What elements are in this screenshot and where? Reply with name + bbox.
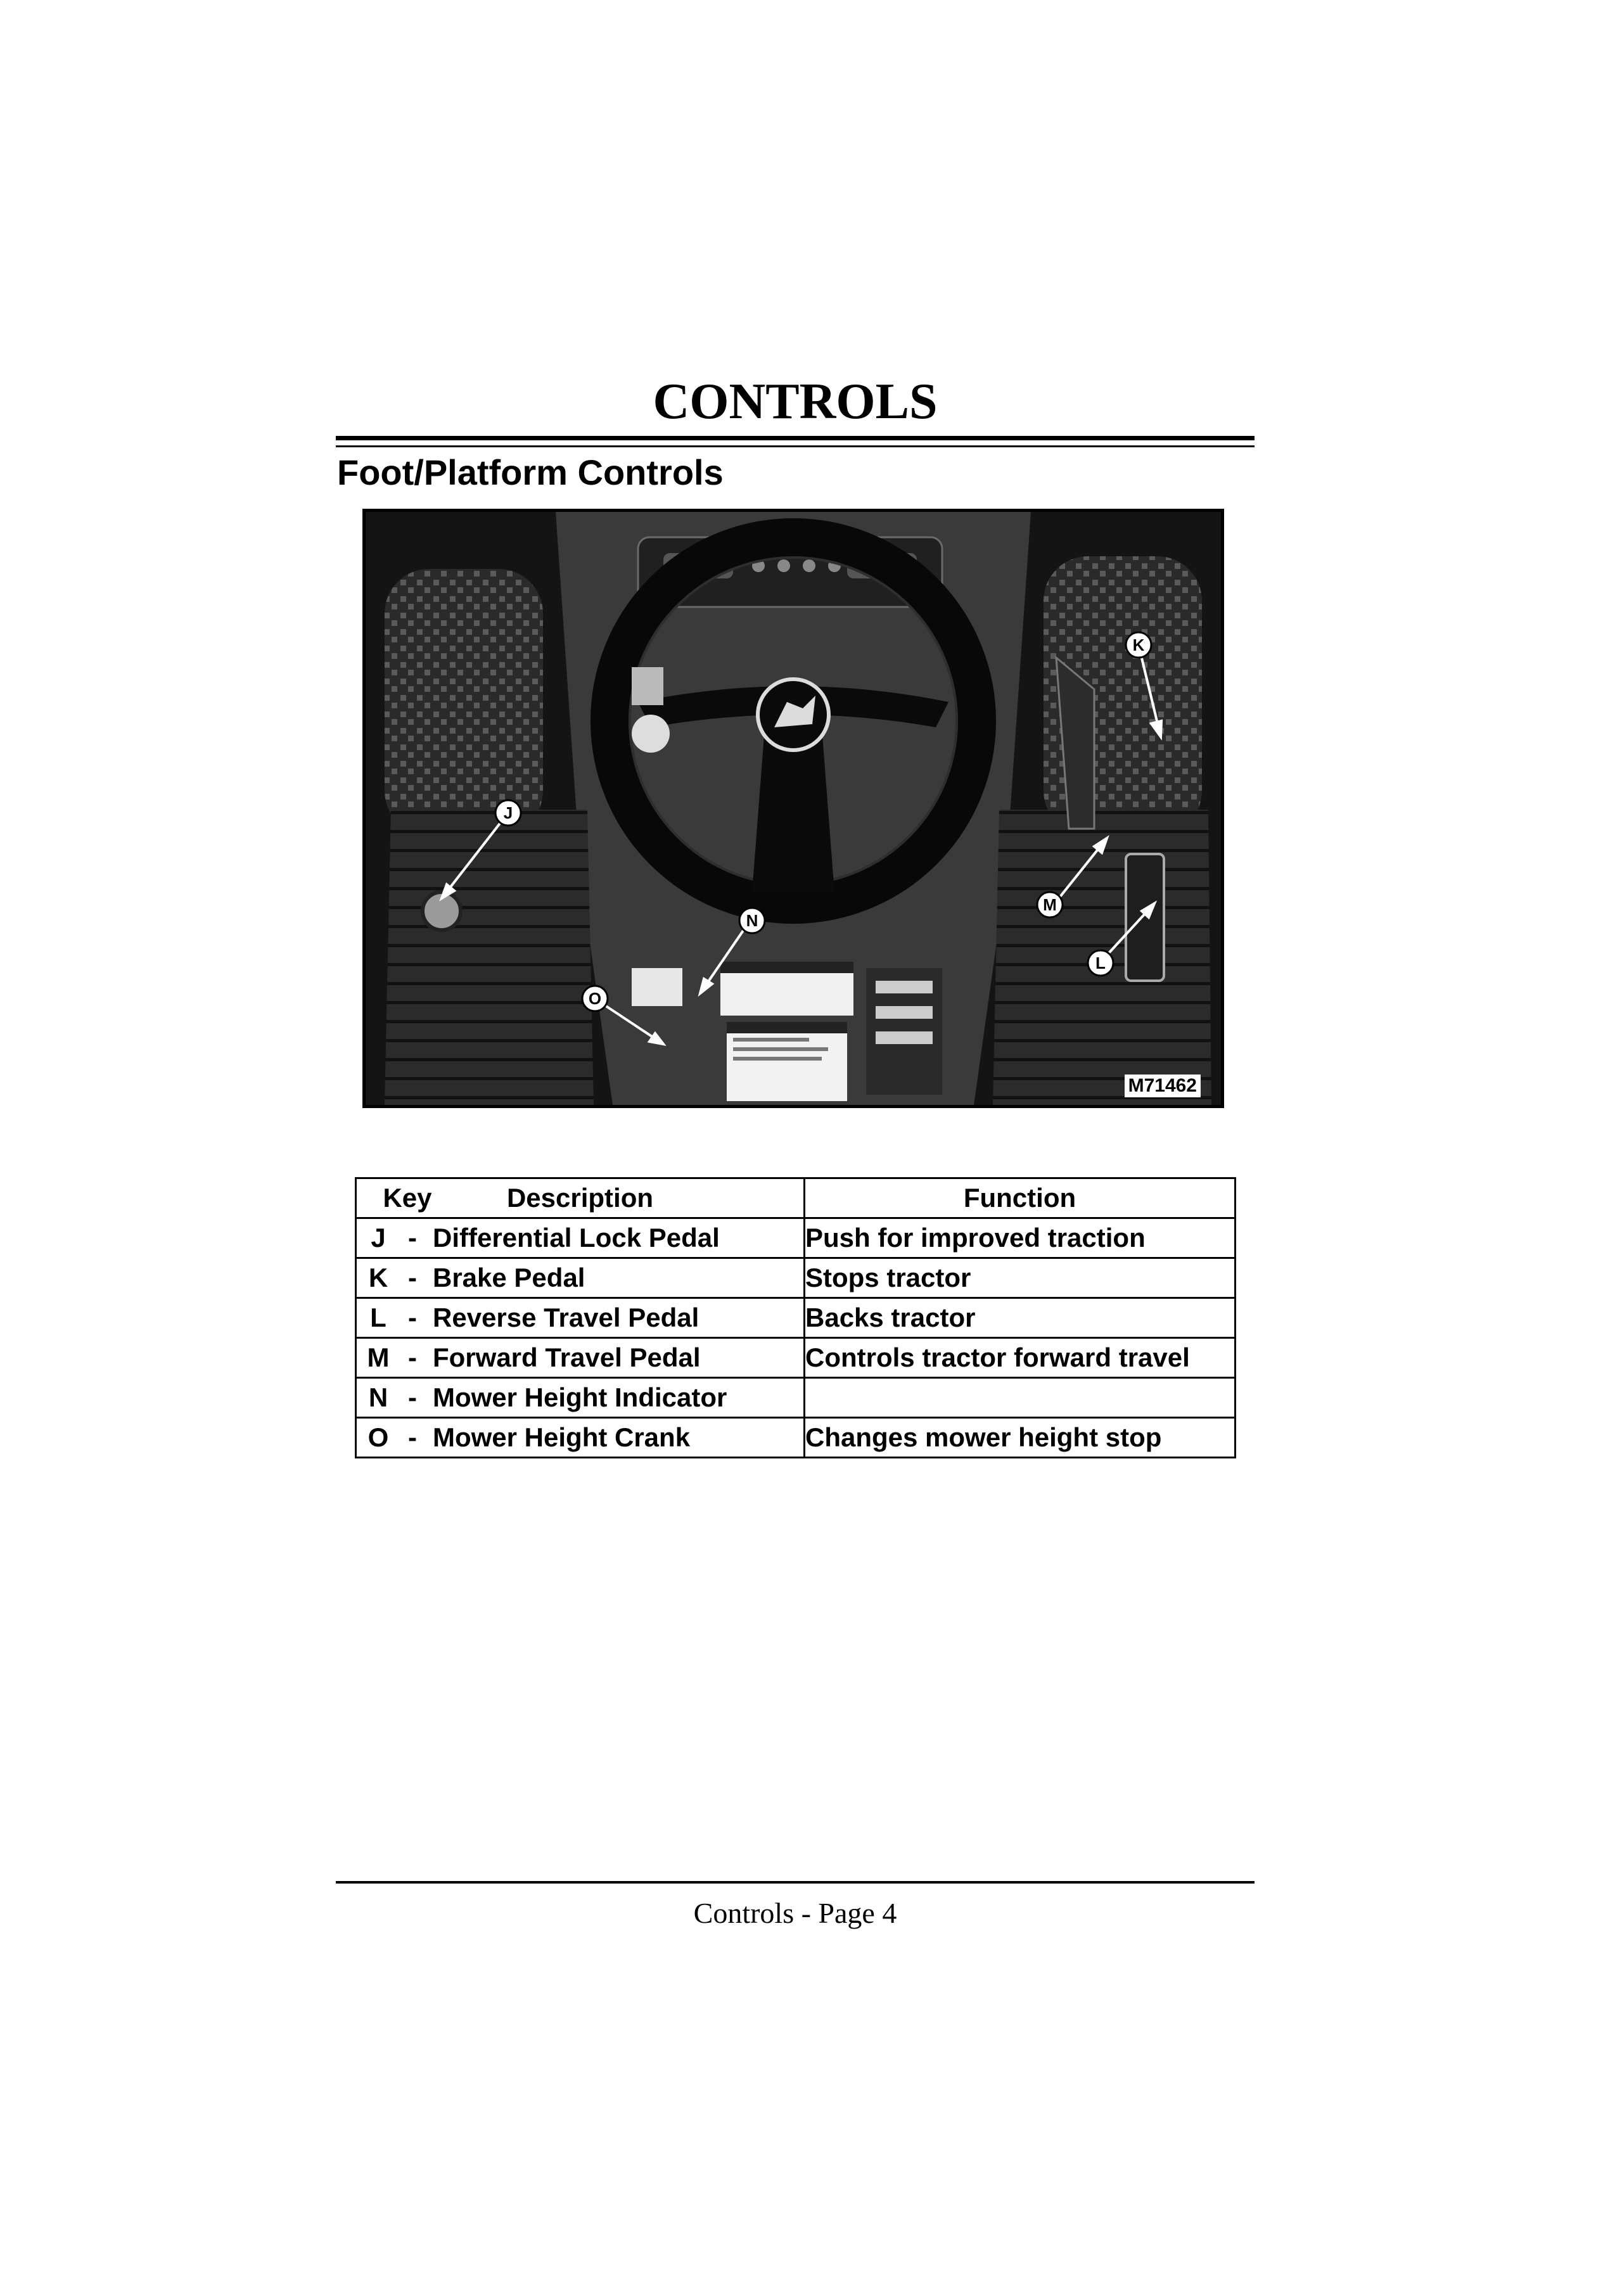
svg-text:O: O — [588, 989, 602, 1008]
controls-key-table — [355, 1177, 1236, 1458]
title-rule-thin — [336, 445, 1255, 447]
callout-j — [495, 800, 521, 826]
tractor-controls-photo — [362, 509, 1224, 1108]
callout-n — [739, 908, 765, 933]
row-description: Mower Height Indicator — [433, 1382, 727, 1412]
callout-k — [1126, 632, 1151, 658]
row-function: Controls tractor forward travel — [805, 1338, 1236, 1378]
reverse-pedal — [1126, 854, 1164, 981]
left-platform — [385, 810, 594, 1105]
row-description-cell — [356, 1418, 805, 1458]
row-description: Mower Height Crank — [433, 1422, 691, 1452]
tractor-illustration — [366, 512, 1221, 1105]
row-key: N — [368, 1382, 388, 1412]
row-key: K — [368, 1263, 388, 1292]
section-title: Foot/Platform Controls — [337, 452, 724, 492]
row-dash: - — [408, 1223, 417, 1253]
row-description: Forward Travel Pedal — [433, 1343, 701, 1372]
row-description-cell — [356, 1258, 805, 1298]
svg-text:L: L — [1095, 953, 1106, 973]
row-dash: - — [408, 1263, 417, 1292]
row-description: Differential Lock Pedal — [433, 1223, 720, 1253]
row-function: Changes mower height stop — [805, 1418, 1236, 1458]
header-key-description — [356, 1178, 805, 1218]
header-description: Description — [506, 1183, 654, 1213]
row-key: L — [370, 1303, 386, 1332]
header-key: Key — [383, 1183, 432, 1213]
row-function: Push for improved traction — [805, 1218, 1236, 1258]
row-key: J — [371, 1223, 386, 1253]
title-rule-thick — [336, 436, 1255, 440]
table-row — [356, 1218, 1236, 1258]
table-row — [356, 1298, 1236, 1338]
table-row — [356, 1258, 1236, 1298]
decal-warning — [727, 1022, 847, 1101]
svg-text:M: M — [1043, 895, 1057, 914]
table-row — [356, 1378, 1236, 1418]
page-footer: Controls - Page 4 — [693, 1897, 897, 1929]
table-row — [356, 1338, 1236, 1378]
row-description-cell — [356, 1338, 805, 1378]
row-key: M — [367, 1343, 390, 1372]
row-description-cell — [356, 1378, 805, 1418]
row-dash: - — [408, 1422, 417, 1452]
row-description: Reverse Travel Pedal — [433, 1303, 699, 1332]
left-tire — [385, 569, 543, 835]
figure-id: M71462 — [1125, 1075, 1201, 1097]
table-header-row — [356, 1178, 1236, 1218]
page-title: CONTROLS — [653, 374, 938, 430]
row-key: O — [367, 1422, 389, 1452]
row-function: Stops tractor — [805, 1258, 1236, 1298]
callout-o — [582, 986, 608, 1011]
decal-left — [632, 968, 682, 1006]
row-function — [805, 1378, 1236, 1418]
row-description-cell — [356, 1218, 805, 1258]
row-function: Backs tractor — [805, 1298, 1236, 1338]
row-dash: - — [408, 1343, 417, 1372]
row-description-cell — [356, 1298, 805, 1338]
table-row — [356, 1418, 1236, 1458]
callout-l — [1088, 950, 1113, 976]
svg-text:J: J — [503, 803, 513, 822]
ignition-knob — [632, 715, 670, 753]
svg-text:K: K — [1132, 635, 1145, 654]
row-dash: - — [408, 1382, 417, 1412]
header-function: Function — [805, 1178, 1236, 1218]
footer-rule — [336, 1881, 1255, 1884]
svg-text:N: N — [746, 911, 758, 930]
row-dash: - — [408, 1303, 417, 1332]
callout-m — [1037, 892, 1063, 917]
row-description: Brake Pedal — [433, 1263, 585, 1292]
